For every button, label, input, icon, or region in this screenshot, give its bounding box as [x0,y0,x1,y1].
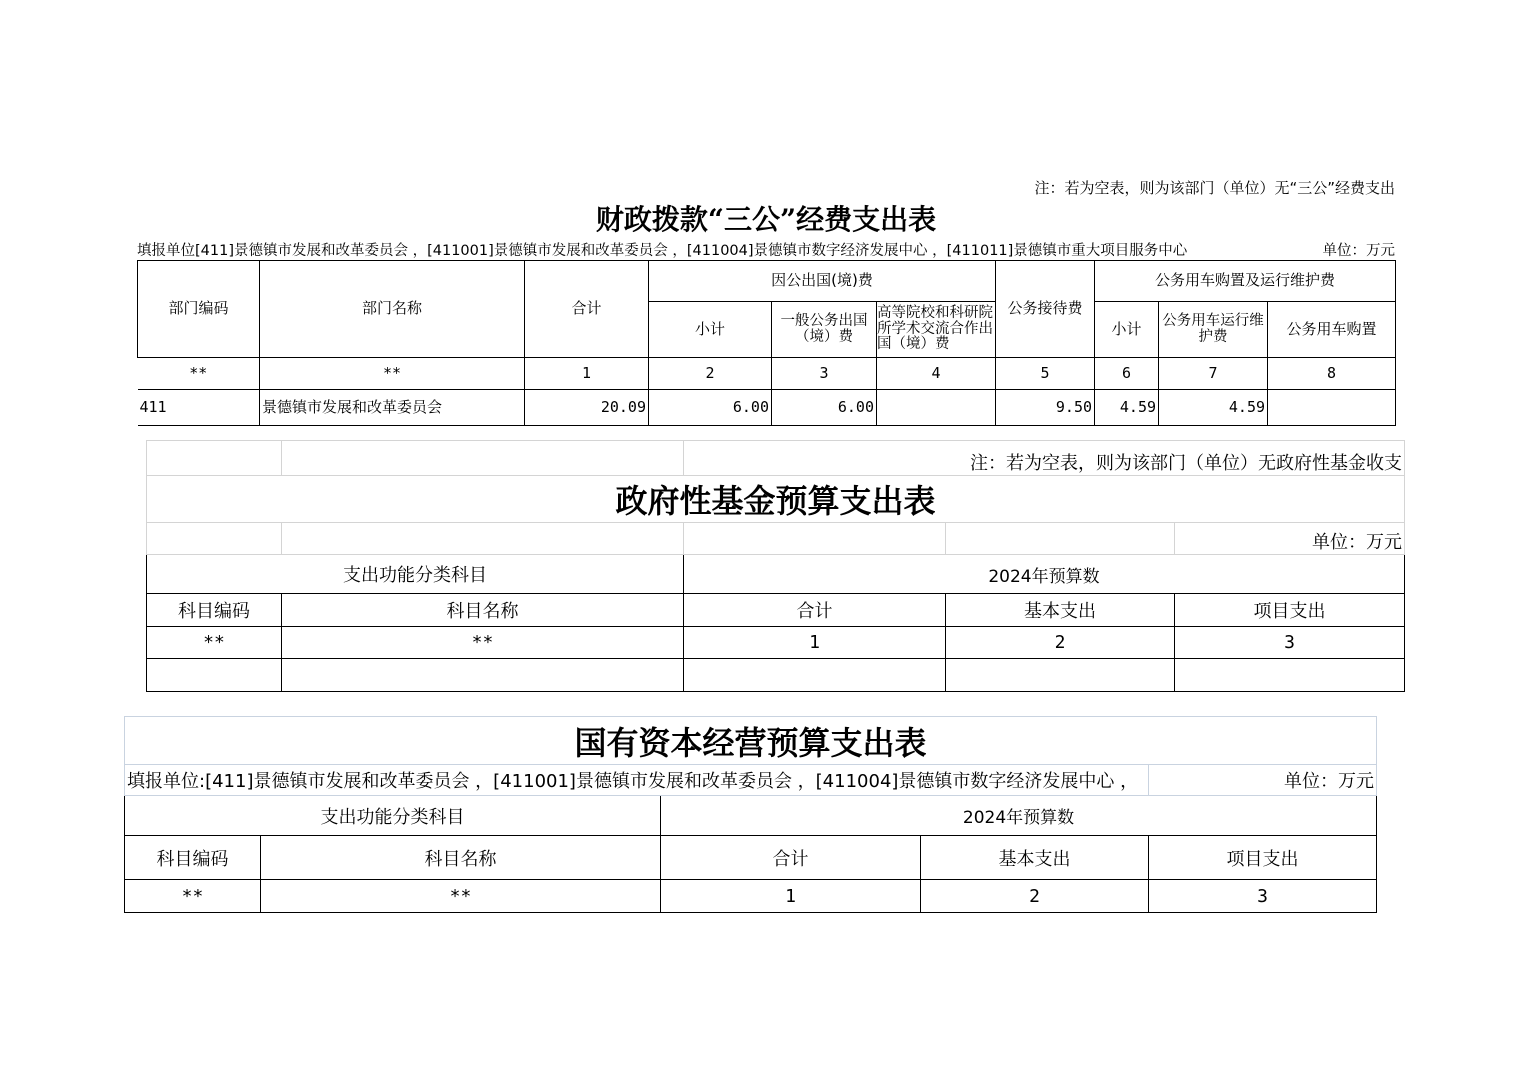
header-basic-expense: 基本支出 [921,836,1149,880]
header-abroad-subtotal: 小计 [649,302,772,358]
vehicle-purchase-cell [1268,390,1396,426]
index-cell: 3 [1175,627,1405,659]
vehicle-subtotal-cell: 4.59 [1095,390,1159,426]
header-total: 合计 [684,594,946,627]
table2-note: 注：若为空表，则为该部门（单位）无政府性基金收支 [684,441,1405,476]
header-dept-code: 部门编码 [138,261,260,358]
index-cell: ** [261,880,661,913]
header-subject-code: 科目编码 [125,836,261,880]
index-cell: 5 [996,358,1095,390]
header-basic-expense: 基本支出 [946,594,1175,627]
table1-note: 注：若为空表，则为该部门（单位）无“三公”经费支出 [1034,179,1395,197]
header-vehicle: 公务用车购置及运行维护费 [1095,261,1396,302]
header-total: 合计 [525,261,649,358]
header-total: 合计 [661,836,921,880]
dept-code-cell: 411 [138,390,260,426]
table1-title: 财政拨款“三公”经费支出表 [595,203,937,236]
index-cell: 2 [921,880,1149,913]
table3-unit: 单位：万元 [1149,765,1377,796]
header-subject-name: 科目名称 [282,594,684,627]
abroad-academic-cell [877,390,996,426]
table3-group-subject: 支出功能分类科目 [125,796,661,836]
index-cell: 1 [525,358,649,390]
abroad-general-cell: 6.00 [772,390,877,426]
table1-filler-line [137,239,1395,260]
table1-filler: 填报单位[411]景德镇市发展和改革委员会 ，[411001]景德镇市发展和改革委员会 ，[411004]景德镇市数字经济发展中心 ，[411011]景德镇市重大项目服务中心 [137,243,1188,259]
header-abroad-academic: 高等院校和科研院所学术交流合作出国（境）费 [877,302,996,358]
index-cell: 1 [684,627,946,659]
index-cell: ** [260,358,525,390]
dept-name-cell: 景德镇市发展和改革委员会 [260,390,525,426]
table2-unit: 单位：万元 [1175,523,1405,555]
index-cell: ** [138,358,260,390]
table-row [147,659,1405,692]
vehicle-running-cell: 4.59 [1159,390,1268,426]
index-cell: 6 [1095,358,1159,390]
empty-cell [1175,659,1405,692]
empty-cell [147,659,282,692]
gov-fund-budget-table [146,440,1405,692]
state-capital-budget-table [124,716,1377,913]
empty-cell [684,659,946,692]
table3-title: 国有资本经营预算支出表 [125,717,1377,765]
empty-cell [282,659,684,692]
table2-index-row [147,627,1405,659]
index-cell: 2 [946,627,1175,659]
index-cell: ** [282,627,684,659]
empty-cell [946,659,1175,692]
sangong-expense-table [137,260,1396,426]
header-project-expense: 项目支出 [1149,836,1377,880]
index-cell: ** [125,880,261,913]
table3-group-budget: 2024年预算数 [661,796,1377,836]
table2-group-subject: 支出功能分类科目 [147,555,684,594]
index-cell: 3 [772,358,877,390]
abroad-subtotal-cell: 6.00 [649,390,772,426]
index-cell: 3 [1149,880,1377,913]
table-row [138,390,1396,426]
index-cell: 8 [1268,358,1396,390]
total-cell: 20.09 [525,390,649,426]
header-abroad: 因公出国(境)费 [649,261,996,302]
table1-index-row [138,358,1396,390]
header-vehicle-subtotal: 小计 [1095,302,1159,358]
index-cell: ** [147,627,282,659]
table2-title: 政府性基金预算支出表 [147,476,1405,523]
reception-cell: 9.50 [996,390,1095,426]
table3-filler: 填报单位:[411]景德镇市发展和改革委员会 ，[411001]景德镇市发展和改革委员会 ，[411004]景德镇市数字经济发展中心 ， [125,765,1149,796]
header-subject-name: 科目名称 [261,836,661,880]
table3-index-row [125,880,1377,913]
header-abroad-general: 一般公务出国（境）费 [772,302,877,358]
index-cell: 1 [661,880,921,913]
index-cell: 2 [649,358,772,390]
header-project-expense: 项目支出 [1175,594,1405,627]
table2-group-budget: 2024年预算数 [684,555,1405,594]
header-vehicle-running: 公务用车运行维护费 [1159,302,1268,358]
header-reception: 公务接待费 [996,261,1095,358]
header-dept-name: 部门名称 [260,261,525,358]
header-subject-code: 科目编码 [147,594,282,627]
index-cell: 4 [877,358,996,390]
header-vehicle-purchase: 公务用车购置 [1268,302,1396,358]
index-cell: 7 [1159,358,1268,390]
table1-unit: 单位：万元 [1322,243,1395,259]
